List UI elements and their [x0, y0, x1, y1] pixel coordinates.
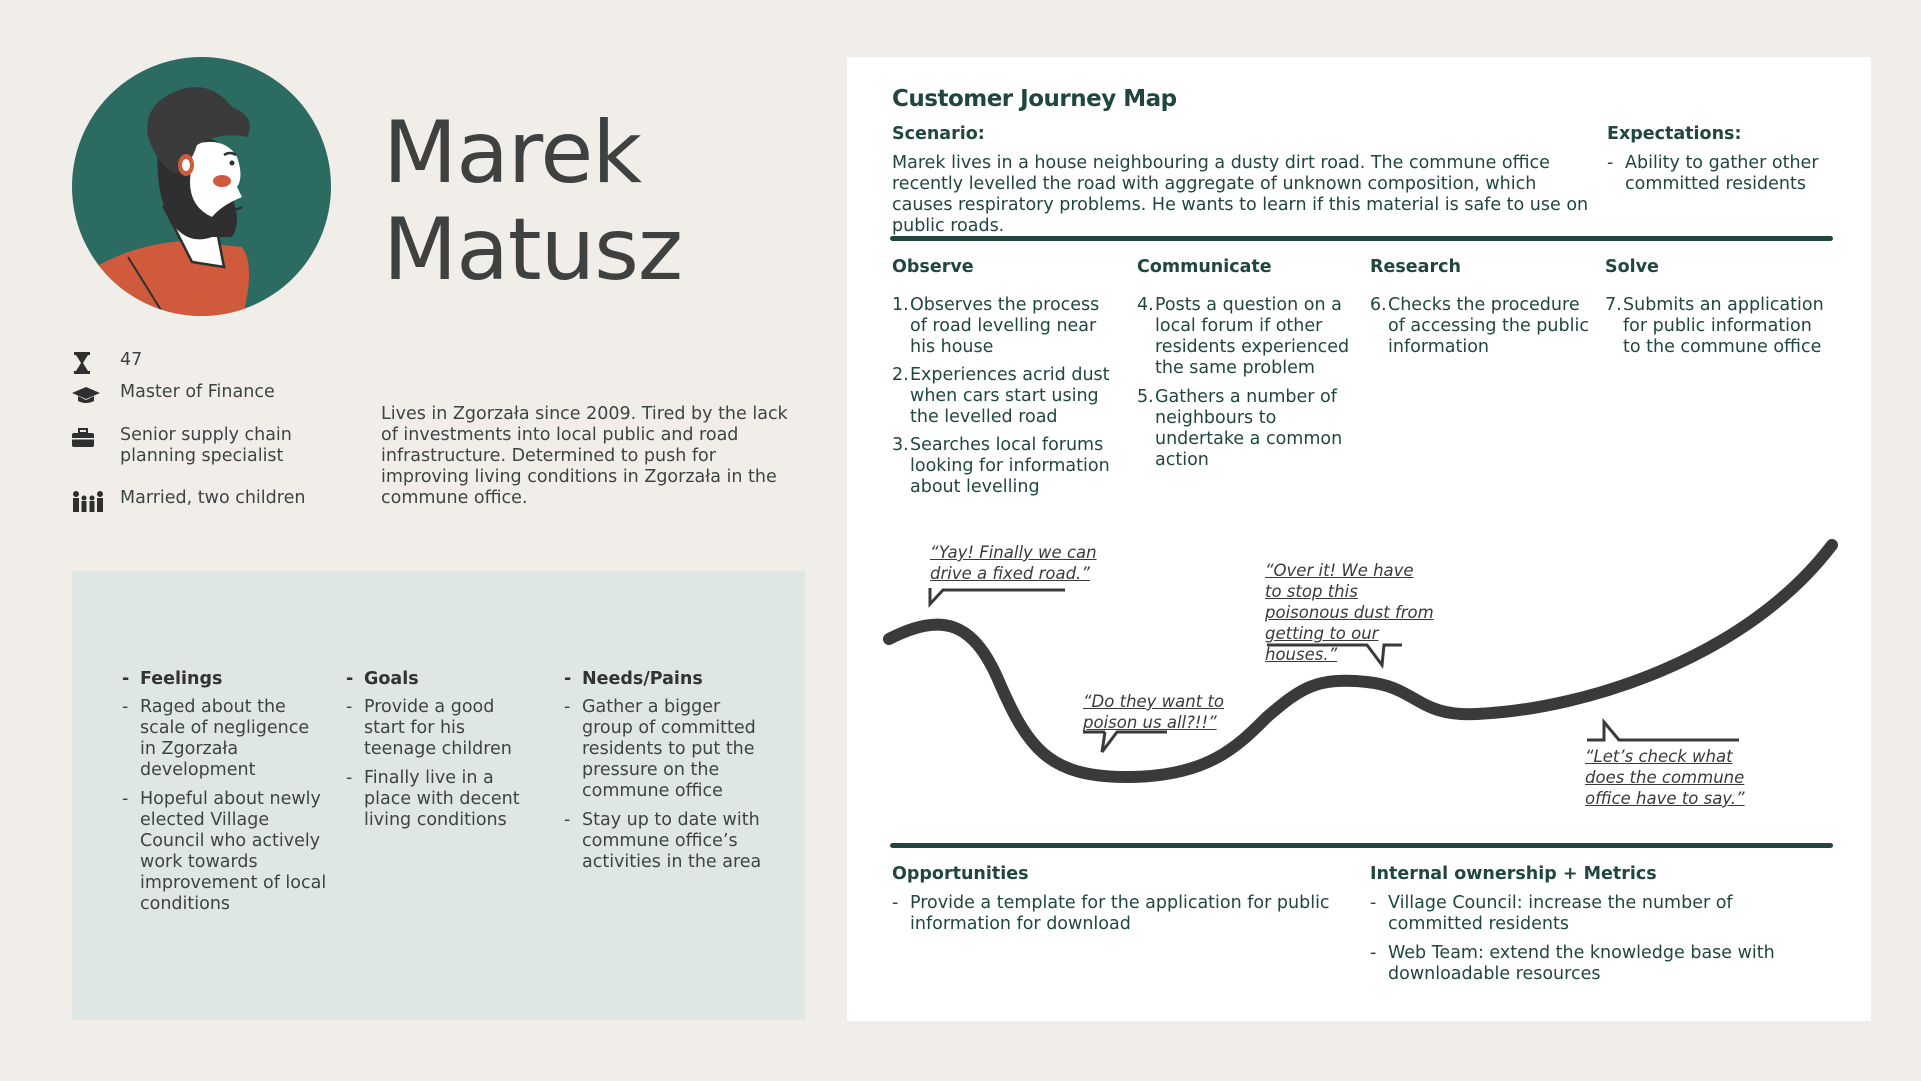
list-item: - Stay up to date with commune office’s activities in the area [564, 810, 762, 872]
ownership-label: Internal ownership + Metrics [1370, 864, 1657, 884]
journey-step: 4. Posts a question on a local forum if other residents experienced the same problem [1137, 295, 1350, 378]
journey-step: 2. Experiences acrid dust when cars start using the levelled road [892, 365, 1110, 427]
fact-age-text: 47 [120, 350, 143, 370]
persona-bio: Lives in Zgorzała since 2009. Tired by the lack of investments into local public and road infrastructure. Determined to push for improving living conditions in Zgorzała in the commune office. [381, 404, 788, 508]
quote-bubble: “Do they want to poison us all?!!” [1083, 692, 1225, 732]
persona-first-name: Marek [383, 103, 642, 203]
journey-title: Customer Journey Map [892, 86, 1177, 112]
journey-step: 7. Submits an application for public information to the commune office [1605, 295, 1824, 357]
journey-map-card [847, 57, 1871, 1021]
hourglass-icon [72, 350, 106, 376]
needs-heading: - Needs/Pains [564, 669, 703, 689]
journey-step: 3. Searches local forums looking for information about levelling [892, 435, 1110, 497]
fact-occupation-text: Senior supply chain planning specialist [120, 425, 292, 466]
quote-bubble: “Over it! We have to stop this poisonous dust from getting to our houses.” [1265, 561, 1434, 664]
divider [890, 843, 1833, 848]
briefcase-icon [72, 425, 106, 451]
phase-research-title: Research [1370, 257, 1461, 277]
feelings-column [122, 669, 327, 915]
phase-communicate-title: Communicate [1137, 257, 1272, 277]
journey-step: 5. Gathers a number of neighbours to undertake a common action [1137, 387, 1343, 470]
fact-family-text: Married, two children [120, 488, 306, 508]
persona-panel [72, 571, 805, 1020]
scenario-label: Scenario: [892, 124, 985, 144]
list-item: - Provide a good start for his teenage children [346, 697, 512, 759]
goals-column [346, 669, 531, 831]
feelings-heading: - Feelings [122, 669, 223, 689]
fact-age [72, 350, 320, 376]
opportunity-item: - Provide a template for the application for public information for download [892, 893, 1330, 934]
phase-observe-title: Observe [892, 257, 974, 277]
persona-last-name: Matusz [383, 200, 683, 300]
expectation-item: - Ability to gather other committed residents [1607, 153, 1819, 194]
ownership-item: - Village Council: increase the number of committed residents [1370, 893, 1733, 934]
journey-step: 1. Observes the process of road levelling near his house [892, 295, 1100, 357]
quote-bubble: “Yay! Finally we can drive a fixed road.” [930, 543, 1097, 583]
expectations-label: Expectations: [1607, 124, 1742, 144]
family-icon [72, 488, 106, 514]
opportunities-label: Opportunities [892, 864, 1029, 884]
fact-family [72, 488, 320, 514]
persona-name [383, 105, 682, 299]
persona-avatar [72, 57, 331, 316]
needs-column [564, 669, 769, 873]
goals-heading: - Goals [346, 669, 419, 689]
ownership-item: - Web Team: extend the knowledge base with downloadable resources [1370, 943, 1775, 984]
graduation-cap-icon [72, 382, 106, 408]
scenario-text: Marek lives in a house neighbouring a dusty dirt road. The commune office recently levelled the road with aggregate of unknown composition, which causes respiratory problems. He wants to learn if this material is safe to use on public roads. [892, 153, 1589, 236]
phase-solve-title: Solve [1605, 257, 1659, 277]
list-item: - Raged about the scale of negligence in Zgorzała development [122, 697, 310, 780]
list-item: - Hopeful about newly elected Village Council who actively work towards improvement of local conditions [122, 789, 327, 914]
journey-step: 6. Checks the procedure of accessing the public information [1370, 295, 1589, 357]
divider [890, 236, 1833, 241]
list-item: - Finally live in a place with decent living conditions [346, 768, 520, 830]
list-item: - Gather a bigger group of committed residents to put the pressure on the commune office [564, 697, 756, 801]
fact-education-text: Master of Finance [120, 382, 275, 402]
fact-education [72, 382, 320, 408]
quote-bubble: “Let’s check what does the commune office have to say.” [1585, 747, 1745, 808]
fact-occupation [72, 425, 320, 467]
